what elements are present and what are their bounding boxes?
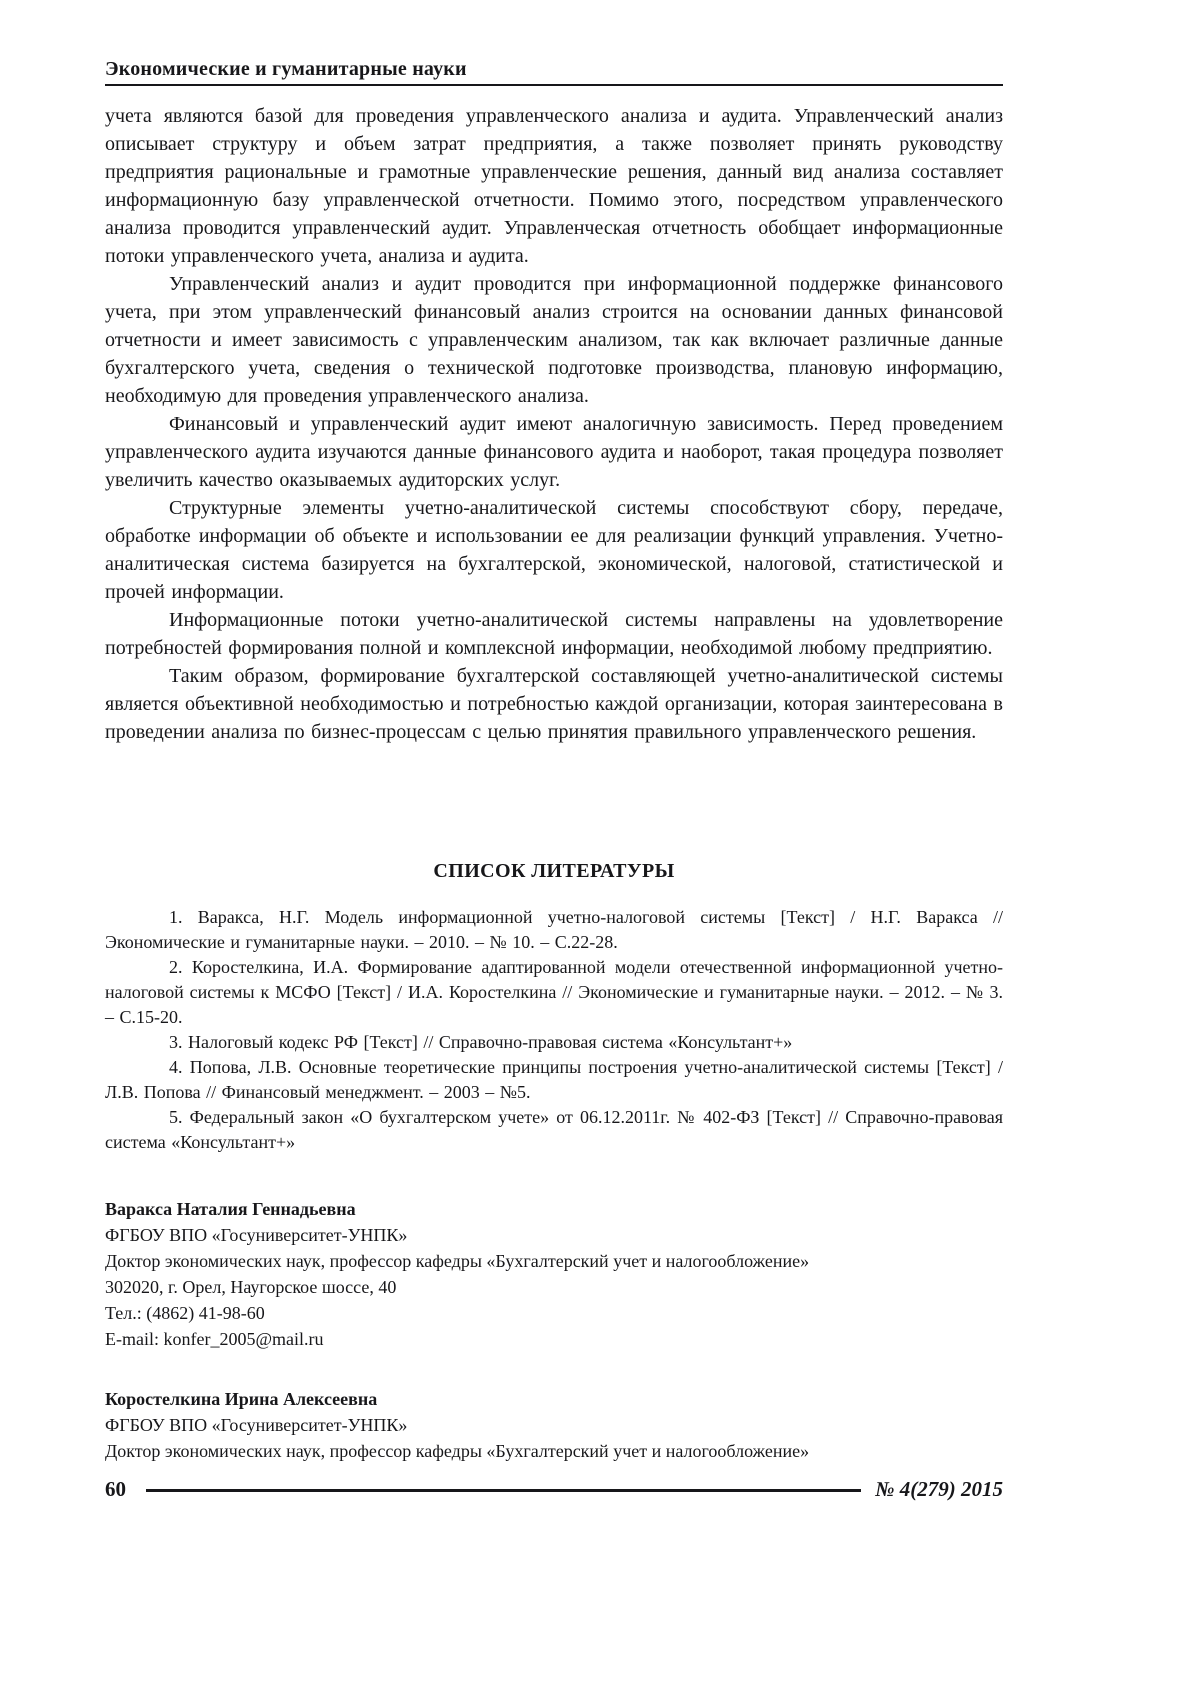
running-header [105, 58, 1003, 86]
author-position: Доктор экономических наук, профессор кафедры «Бухгалтерский учет и налогообложение» [105, 1441, 810, 1461]
reference-item: 3. Налоговый кодекс РФ [Текст] // Справочно-правовая система «Консультант+» [169, 1032, 793, 1052]
article-text [105, 102, 1003, 830]
body-paragraph: Информационные потоки учетно-аналитической системы направлены на удовлетворение потребностей формирования полной и комплексной информации, необходимой любому предприятию. [105, 609, 1003, 659]
references-list [105, 905, 1003, 1155]
author-block-varaksa [105, 1196, 1003, 1352]
author-phone: Тел.: (4862) 41-98-60 [105, 1303, 265, 1323]
body-paragraph: Структурные элементы учетно-аналитической системы способствуют сбору, передаче, обработке информации об объекте и использовании ее для реализации функций управления. Учетно-аналитическая система базируется на бухгалтерской, экономической, налоговой, статистической и прочей информации. [105, 497, 1003, 603]
reference-item: 1. Варакса, Н.Г. Модель информационной учетно-налоговой системы [Текст] / Н.Г. Варакса // Экономические и гуманитарные науки. – 2010. – № 10. – С.22-28. [105, 907, 1003, 952]
page-number: 60 [105, 1477, 126, 1501]
body-paragraph: учета являются базой для проведения управленческого анализа и аудита. Управленческий анализ описывает структуру и объем затрат предприятия, а также позволяет принять руководству предприятия рациональные и грамотные управленческие решения, данный вид анализа составляет информационную базу управленческой отчетности. Помимо этого, посредством управленческого анализа проводится управленческий аудит. Управленческая отчетность обобщает информационные потоки управленческого учета, анализа и аудита. [105, 105, 1003, 267]
author-affiliation: ФГБОУ ВПО «Госуниверситет-УНПК» [105, 1225, 408, 1245]
footer-rule [146, 1489, 861, 1492]
reference-item: 4. Попова, Л.В. Основные теоретические принципы построения учетно-аналитической системы [Текст] / Л.В. Попова // Финансовый менеджмент. – 2003 – №5. [105, 1057, 1003, 1102]
body-paragraph: Финансовый и управленческий аудит имеют аналогичную зависимость. Перед проведением управленческого аудита изучаются данные финансового аудита и наоборот, такая процедура позволяет увеличить качество оказываемых аудиторских услуг. [105, 413, 1003, 491]
content-column [105, 58, 1003, 1155]
body-paragraph: Таким образом, формирование бухгалтерской составляющей учетно-аналитической системы является объективной необходимостью и потребностью каждой организации, которая заинтересована в проведении анализа по бизнес-процессам с целью принятия правильного управленческого решения. [105, 665, 1003, 743]
page-footer [105, 1477, 1003, 1502]
issue-label: № 4(279) 2015 [875, 1477, 1003, 1501]
author-affiliation: ФГБОУ ВПО «Госуниверситет-УНПК» [105, 1415, 408, 1435]
author-position: Доктор экономических наук, профессор кафедры «Бухгалтерский учет и налогообложение» [105, 1251, 810, 1271]
body-paragraph: Управленческий анализ и аудит проводится при информационной поддержке финансового учета, при этом управленческий финансовый анализ строится на основании данных финансовой отчетности и имеет зависимость с управленческим анализом, так как включает различные данные бухгалтерского учета, сведения о технической подготовке производства, плановую информацию, необходимую для проведения управленческого анализа. [105, 273, 1003, 407]
author-address: 302020, г. Орел, Наугорское шоссе, 40 [105, 1277, 397, 1297]
author-email: E-mail: konfer_2005@mail.ru [105, 1329, 324, 1349]
author-name: Коростелкина Ирина Алексеевна [105, 1389, 378, 1409]
reference-item: 5. Федеральный закон «О бухгалтерском учете» от 06.12.2011г. № 402-ФЗ [Текст] // Справочно-правовая система «Консультант+» [105, 1107, 1003, 1152]
author-block-korostelkina [105, 1386, 1003, 1464]
author-name: Варакса Наталия Геннадьевна [105, 1199, 356, 1219]
reference-item: 2. Коростелкина, И.А. Формирование адаптированной модели отечественной информационной учетно-налоговой системы к МСФО [Текст] / И.А. Коростелкина // Экономические и гуманитарные науки. – 2012. – № 3. – С.15-20. [105, 957, 1003, 1027]
journal-title: Экономические и гуманитарные науки [105, 58, 467, 80]
references-heading: СПИСОК ЛИТЕРАТУРЫ [433, 860, 675, 882]
